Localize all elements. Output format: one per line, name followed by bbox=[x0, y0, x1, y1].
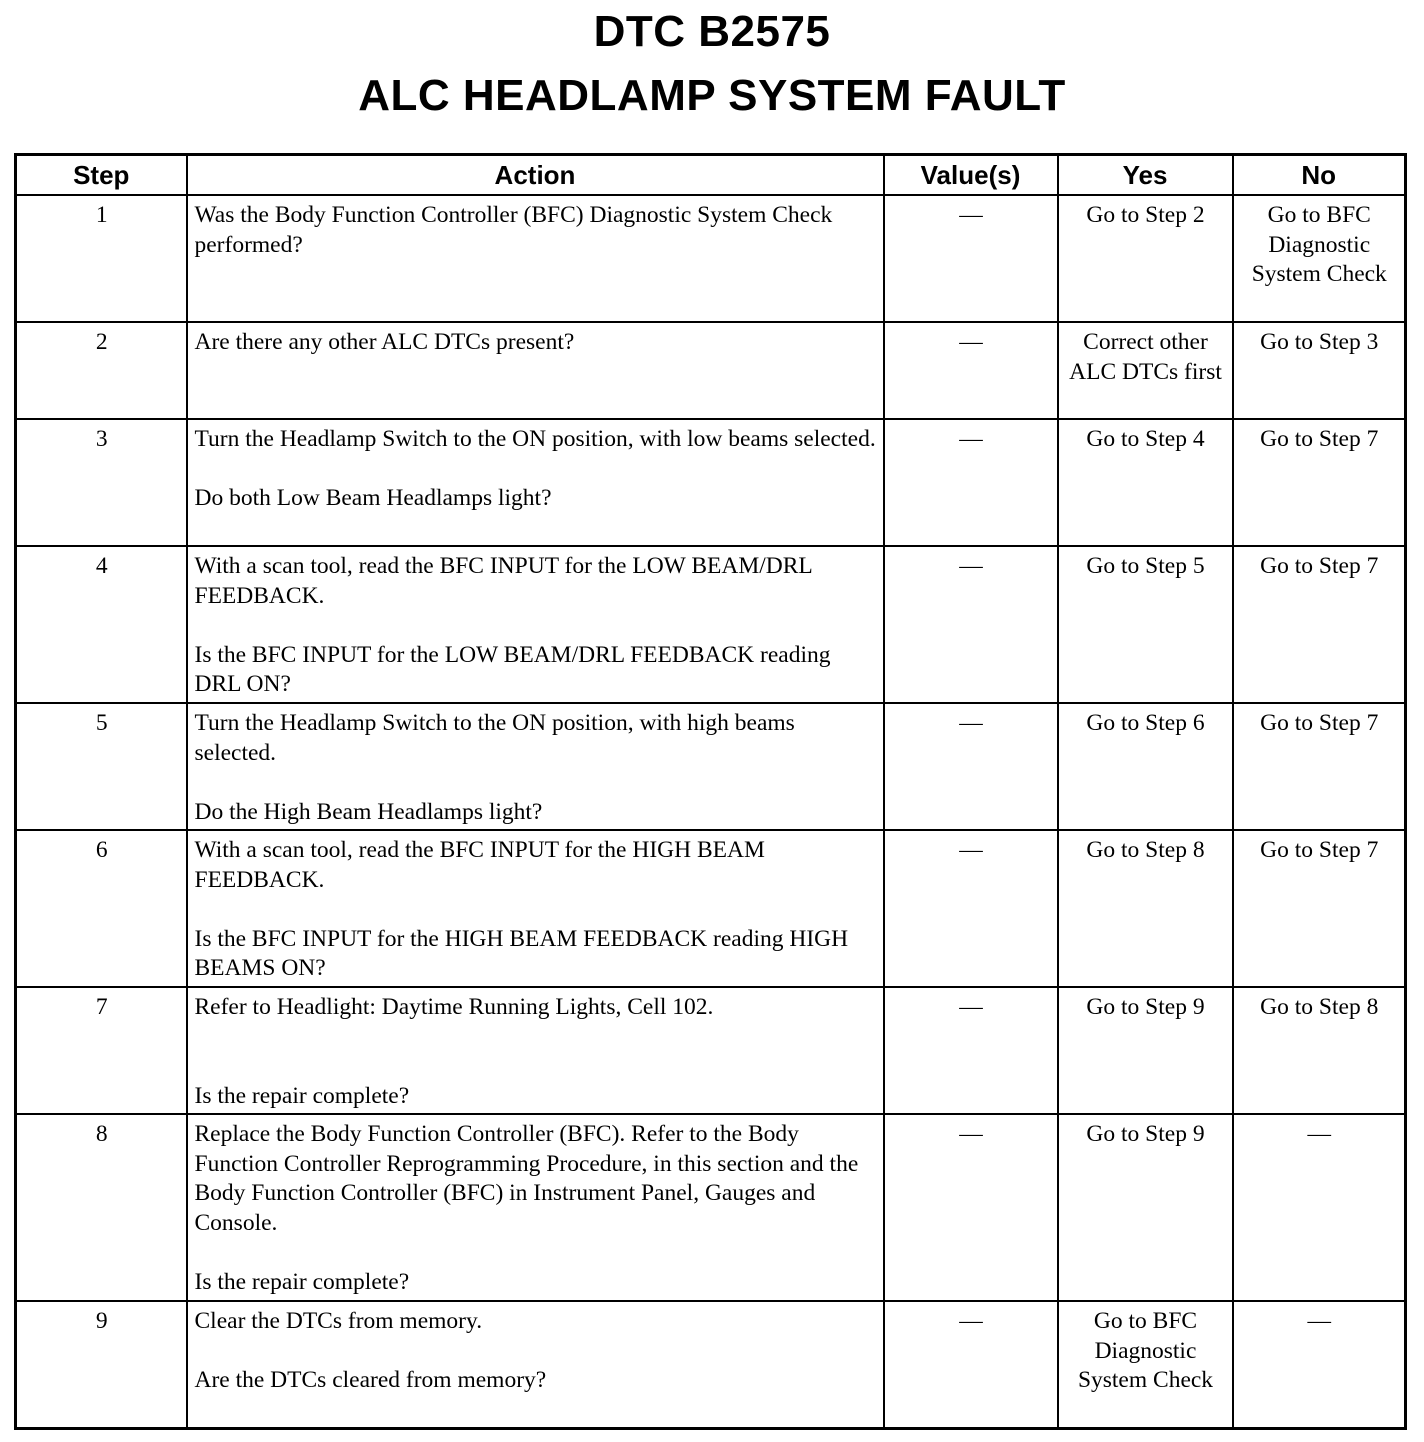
yes-cell: Go to Step 9 bbox=[1058, 1114, 1233, 1301]
yes-cell: Go to BFC Diagnostic System Check bbox=[1058, 1301, 1233, 1428]
no-cell: Go to Step 7 bbox=[1233, 546, 1406, 703]
value-cell: — bbox=[884, 195, 1058, 322]
action-question: Do both Low Beam Headlamps light? bbox=[194, 485, 552, 511]
action-question: Is the repair complete? bbox=[194, 1268, 410, 1295]
yes-cell: Go to Step 2 bbox=[1058, 195, 1233, 322]
header-yes: Yes bbox=[1058, 155, 1233, 196]
action-text: Turn the Headlamp Switch to the ON position, with low beams selected. bbox=[194, 426, 876, 452]
header-values: Value(s) bbox=[884, 155, 1058, 196]
dtc-code-title: DTC B2575 bbox=[593, 7, 831, 56]
action-text: With a scan tool, read the BFC INPUT for the LOW BEAM/DRL FEEDBACK. bbox=[194, 553, 812, 609]
yes-cell: Go to Step 5 bbox=[1058, 546, 1233, 703]
yes-cell: Go to Step 4 bbox=[1058, 419, 1233, 546]
value-cell: — bbox=[884, 419, 1058, 546]
no-cell: Go to BFC Diagnostic System Check bbox=[1233, 195, 1406, 322]
action-cell bbox=[187, 546, 884, 703]
step-number: 2 bbox=[16, 322, 187, 419]
yes-cell: Correct other ALC DTCs first bbox=[1058, 322, 1233, 419]
action-text: Turn the Headlamp Switch to the ON position, with high beams selected. bbox=[194, 710, 795, 766]
header-no: No bbox=[1233, 155, 1406, 196]
header-action: Action bbox=[187, 155, 884, 196]
no-cell: Go to Step 8 bbox=[1233, 987, 1406, 1114]
table-row bbox=[16, 1301, 1406, 1428]
step-number: 6 bbox=[16, 830, 187, 987]
value-cell: — bbox=[884, 830, 1058, 987]
action-text: Replace the Body Function Controller (BFC). Refer to the Body Function Controller Reprogramming Procedure, in this section and the Body Function Controller (BFC) in Instrument Panel, Gauges and Console. bbox=[194, 1121, 859, 1236]
action-question: Is the BFC INPUT for the HIGH BEAM FEEDBACK reading HIGH BEAMS ON? bbox=[194, 925, 849, 981]
action-cell bbox=[187, 703, 884, 830]
header-step: Step bbox=[16, 155, 187, 196]
step-number: 3 bbox=[16, 419, 187, 546]
table-row bbox=[16, 703, 1406, 830]
step-number: 8 bbox=[16, 1114, 187, 1301]
step-number: 7 bbox=[16, 987, 187, 1114]
diagnostic-table bbox=[14, 153, 1407, 1430]
no-cell: — bbox=[1233, 1301, 1406, 1428]
no-cell: — bbox=[1233, 1114, 1406, 1301]
no-cell: Go to Step 7 bbox=[1233, 419, 1406, 546]
no-cell: Go to Step 7 bbox=[1233, 703, 1406, 830]
action-text: Refer to Headlight: Daytime Running Lights, Cell 102. bbox=[194, 994, 714, 1020]
no-cell: Go to Step 3 bbox=[1233, 322, 1406, 419]
action-cell bbox=[187, 987, 884, 1114]
action-text: Was the Body Function Controller (BFC) Diagnostic System Check performed? bbox=[194, 202, 833, 258]
yes-cell: Go to Step 9 bbox=[1058, 987, 1233, 1114]
action-cell bbox=[187, 419, 884, 546]
action-cell bbox=[187, 195, 884, 322]
table-row bbox=[16, 546, 1406, 703]
action-question: Is the repair complete? bbox=[194, 1082, 410, 1109]
action-cell bbox=[187, 830, 884, 987]
table-row bbox=[16, 987, 1406, 1114]
step-number: 4 bbox=[16, 546, 187, 703]
action-text: Are there any other ALC DTCs present? bbox=[194, 329, 575, 355]
value-cell: — bbox=[884, 987, 1058, 1114]
value-cell: — bbox=[884, 322, 1058, 419]
action-text: With a scan tool, read the BFC INPUT for the HIGH BEAM FEEDBACK. bbox=[194, 837, 765, 893]
yes-cell: Go to Step 8 bbox=[1058, 830, 1233, 987]
table-row bbox=[16, 322, 1406, 419]
table-row bbox=[16, 195, 1406, 322]
value-cell: — bbox=[884, 703, 1058, 830]
action-cell bbox=[187, 322, 884, 419]
step-number: 5 bbox=[16, 703, 187, 830]
yes-cell: Go to Step 6 bbox=[1058, 703, 1233, 830]
action-text: Clear the DTCs from memory. bbox=[194, 1308, 483, 1334]
no-cell: Go to Step 7 bbox=[1233, 830, 1406, 987]
action-cell bbox=[187, 1301, 884, 1428]
step-number: 1 bbox=[16, 195, 187, 322]
table-header-row bbox=[16, 155, 1406, 196]
value-cell: — bbox=[884, 546, 1058, 703]
table-row bbox=[16, 419, 1406, 546]
step-number: 9 bbox=[16, 1301, 187, 1428]
dtc-description-title: ALC HEADLAMP SYSTEM FAULT bbox=[358, 71, 1066, 120]
value-cell: — bbox=[884, 1114, 1058, 1301]
table-row bbox=[16, 830, 1406, 987]
action-cell bbox=[187, 1114, 884, 1301]
action-question: Is the BFC INPUT for the LOW BEAM/DRL FEEDBACK reading DRL ON? bbox=[194, 641, 831, 697]
value-cell: — bbox=[884, 1301, 1058, 1428]
action-question: Are the DTCs cleared from memory? bbox=[194, 1367, 547, 1393]
action-question: Do the High Beam Headlamps light? bbox=[194, 798, 543, 825]
table-row bbox=[16, 1114, 1406, 1301]
